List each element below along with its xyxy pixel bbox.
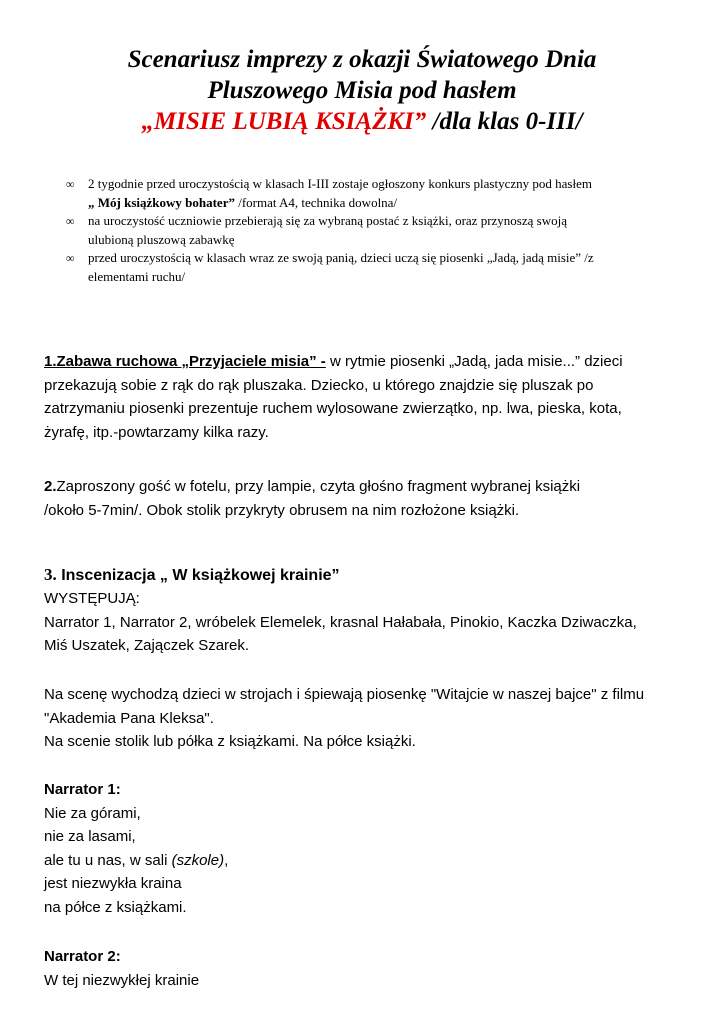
section-1-line-3: zatrzymaniu piosenki prezentuje ruchem wylosowane zwierzątko, np. lwa, pieska, kota, — [44, 400, 622, 417]
contest-theme: „ Mój książkowy bohater” — [88, 194, 235, 210]
verse-punctuation: , — [224, 851, 229, 869]
section-3-number: 3. — [44, 565, 57, 584]
verse-aside: (szkole) — [171, 851, 225, 869]
list-item — [66, 249, 676, 286]
verse-line — [44, 849, 684, 873]
section-3-heading — [44, 564, 684, 587]
narrator-1-verse — [44, 778, 684, 919]
bullet-1-line-2 — [88, 194, 676, 213]
cast-label: WYSTĘPUJĄ: — [44, 590, 140, 607]
bullet-3-line-2: elementami ruchu/ — [88, 268, 186, 284]
infinity-bullet-icon: ∞ — [66, 177, 75, 191]
bullet-2-line-2: ulubioną pluszową zabawkę — [88, 231, 235, 247]
section-1-text: w rytmie piosenki „Jadą, jada misie...” dzieci — [325, 353, 623, 370]
title-slogan: „MISIE LUBIĄ KSIĄŻKI” — [141, 108, 427, 135]
bullet-2-line-1: na uroczystość uczniowie przebierają się za wybraną postać z książki, oraz przynoszą swoją — [88, 213, 567, 228]
scene-line-1: Na scenę wychodzą dzieci w strojach i śpiewają piosenkę "Witajcie w naszej bajce" z filmu — [44, 686, 645, 703]
section-1-line-1 — [44, 350, 684, 374]
infinity-bullet-icon: ∞ — [66, 251, 75, 265]
verse-text: ale tu u nas, w sali — [44, 851, 172, 869]
cast-line-1: Narrator 1, Narrator 2, wróbelek Elemelek, krasnal Hałabała, Pinokio, Kaczka Dziwaczka, — [44, 613, 637, 631]
section-1 — [44, 350, 684, 444]
section-2-line-1 — [44, 475, 684, 499]
section-2-number: 2. — [44, 478, 57, 495]
document-title — [40, 44, 684, 137]
cast-line-2: Miś Uszatek, Zajączek Szarek. — [44, 637, 250, 654]
cast-list — [44, 587, 684, 658]
scene-line-2: "Akademia Pana Kleksa". — [44, 709, 214, 727]
title-line-3 — [40, 106, 684, 137]
list-item — [66, 175, 676, 212]
narrator-1-label: Narrator 1: — [44, 781, 121, 798]
verse-line: jest niezwykła kraina — [44, 875, 182, 892]
bullet-1-text: 2 tygodnie przed uroczystością w klasach I-III zostaje ogłoszony konkurs plastyczny pod hasłem — [88, 176, 592, 191]
title-class-range: /dla klas 0-III/ — [426, 108, 583, 135]
scene-line-3: Na scenie stolik lub półka z książkami. Na półce książki. — [44, 733, 416, 750]
verse-line: Nie za górami, — [44, 804, 141, 822]
verse-line: nie za lasami, — [44, 828, 136, 845]
scene-description — [44, 683, 684, 754]
section-2 — [44, 475, 684, 522]
section-1-line-4: żyrafę, itp.-powtarzamy kilka razy. — [44, 423, 269, 441]
section-2-text: Zaproszony gość w fotelu, przy lampie, czyta głośno fragment wybranej książki — [56, 478, 581, 495]
list-item — [66, 212, 676, 249]
title-line-2: Pluszowego Misia pod hasłem — [207, 77, 517, 104]
preparation-list — [66, 175, 676, 286]
narrator-2-verse — [44, 945, 684, 992]
narrator-2-label: Narrator 2: — [44, 948, 121, 965]
contest-format: /format A4, technika dowolna/ — [234, 194, 398, 210]
bullet-3-line-1: przed uroczystością w klasach wraz ze swoją panią, dzieci uczą się piosenki „Jadą, jadą misie” /z — [88, 250, 594, 265]
section-1-heading: 1.Zabawa ruchowa „Przyjaciele misia” - — [44, 353, 326, 370]
section-1-line-2: przekazują sobie z rąk do rąk pluszaka. Dziecko, u którego znajdzie się pluszak po — [44, 376, 594, 394]
verse-line: na półce z książkami. — [44, 898, 187, 916]
section-3-title: Inscenizacja „ W książkowej krainie” — [56, 567, 340, 584]
verse-line: W tej niezwykłej krainie — [44, 971, 200, 989]
title-line-1: Scenariusz imprezy z okazji Światowego Dnia — [127, 46, 597, 73]
infinity-bullet-icon: ∞ — [66, 214, 75, 228]
section-2-line-2: /około 5-7min/. Obok stolik przykryty obrusem na nim rozłożone książki. — [44, 501, 520, 519]
